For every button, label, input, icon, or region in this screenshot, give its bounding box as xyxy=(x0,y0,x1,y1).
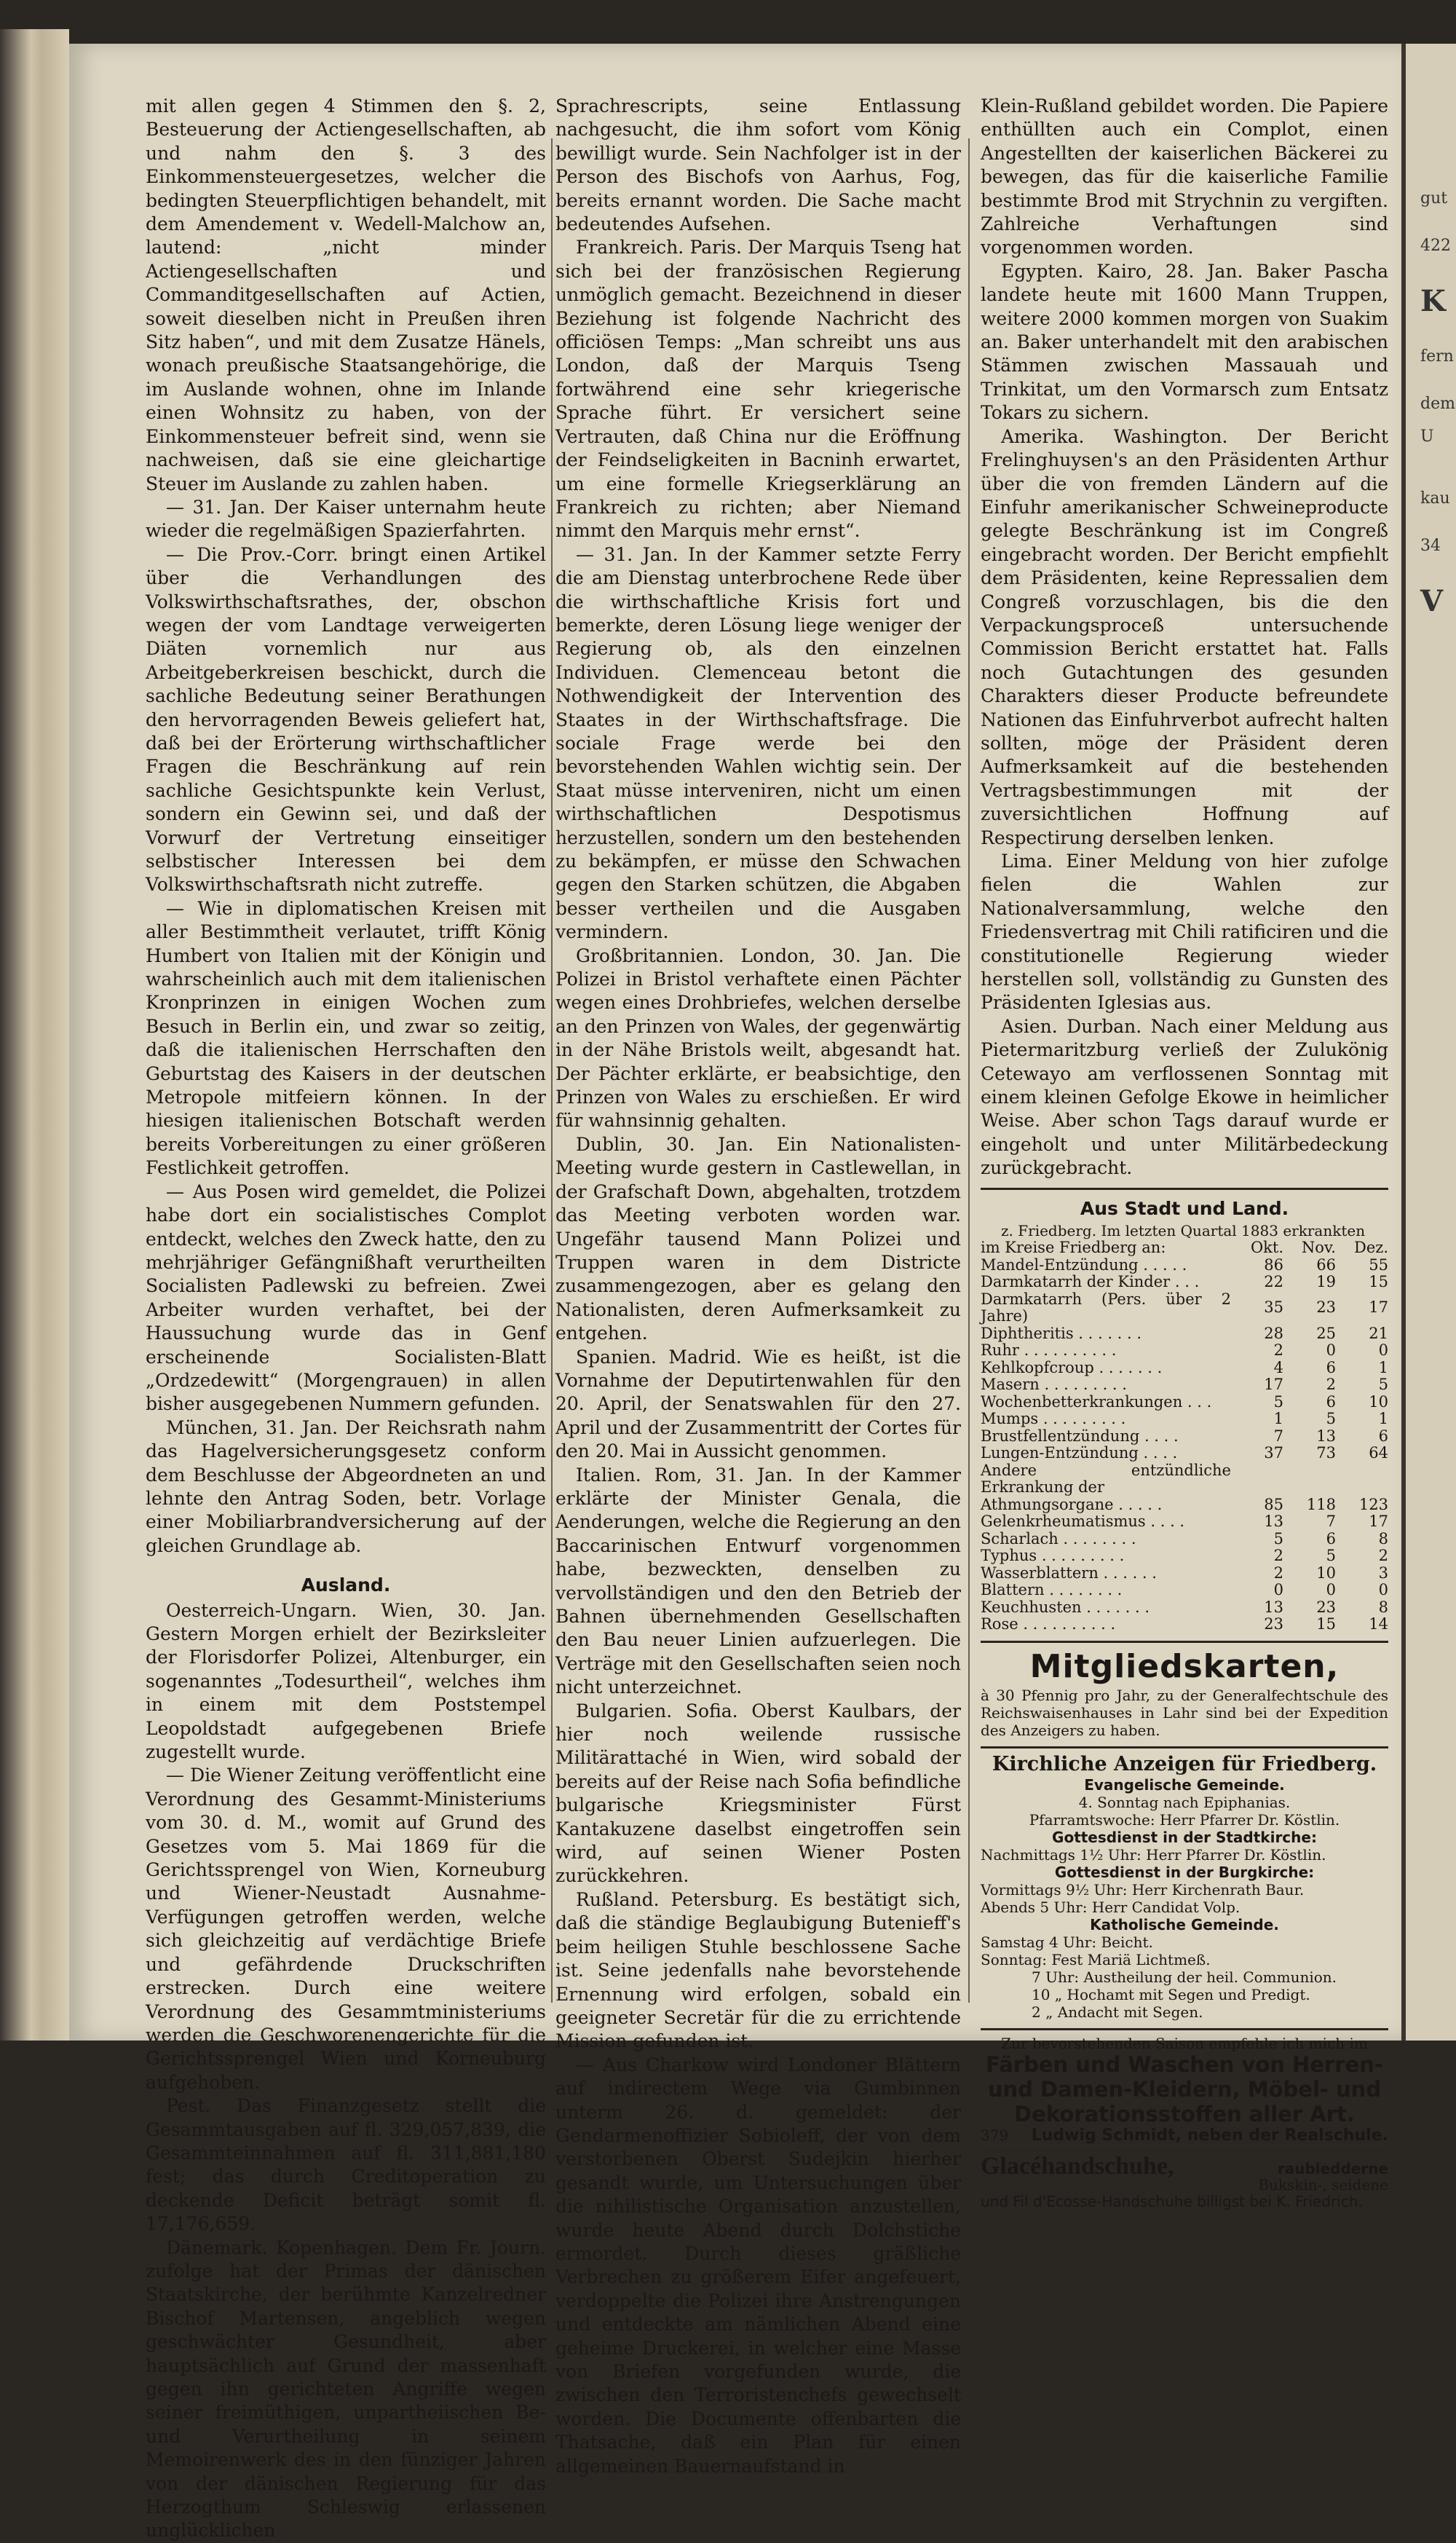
table-header-cell: Nov. xyxy=(1301,1239,1336,1257)
table-row xyxy=(981,1411,1388,1428)
article-paragraph: Egypten. Kairo, 28. Jan. Baker Pascha landete heute mit 1600 Mann Truppen, weitere 2000 kommen morgen von Suakim an. Baker unterhandelt mit den arabischen Stämmen zwischen Massauah und Trinkitat, um den Vormarsch zum Entsatz Tokars zu sichern. xyxy=(981,260,1388,424)
kirche-line: Samstag 4 Uhr: Beicht. xyxy=(981,1933,1153,1951)
ad-intro: Zur bevorstehenden Saison empfehle ich mich im xyxy=(1001,2035,1368,2052)
section-heading-ausland: Ausland. xyxy=(301,1574,391,1596)
table-header-cell: Okt. xyxy=(1250,1239,1283,1257)
table-cell: 123 xyxy=(1358,1495,1388,1513)
table-cell: 23 xyxy=(1316,1598,1336,1616)
kirche-line: 10 „ Hochamt mit Segen und Predigt. xyxy=(1032,1986,1310,2003)
book-edge xyxy=(0,29,69,2041)
ad-signature: Ludwig Schmidt, neben der Realschule. xyxy=(1031,2126,1388,2145)
table-cell: 2 xyxy=(1273,1341,1283,1360)
article-paragraph: Dänemark. Kopenhagen. Dem Fr. Journ. zufolge hat der Primas der dänischen Staatskirche, der berühmte Kanzelredner Bischof Martensen, angeblich wegen geschwächter Gesundheit, aber hauptsächlich auf Grund der massenhaft gegen ihn gerichteten Angriffe wegen seiner freimüthigen, unpartheiischen Be- und Verurtheilung in seinem Memoirenwerk des in den fünziger Jahren von der dänischen Regierung für das Herzogthum Schleswig erlassenen unglücklichen xyxy=(146,2236,546,2542)
table-cell: 25 xyxy=(1316,1324,1336,1342)
ad-side-text: Bukskin-, seidene xyxy=(1258,2176,1388,2193)
column-2 xyxy=(555,95,961,2478)
table-cell: 5 xyxy=(1378,1376,1388,1394)
table-cell: 5 xyxy=(1273,1529,1283,1548)
next-page-text: dem xyxy=(1420,395,1455,413)
table-cell: 23 xyxy=(1264,1615,1283,1633)
table-cell: Wochenbetterkrankungen . . . xyxy=(981,1392,1212,1411)
table-cell: Kehlkopfcroup . . . . . . . xyxy=(981,1358,1163,1376)
ad-side-text: raubledderne xyxy=(1277,2160,1388,2177)
article-paragraph: mit allen gegen 4 Stimmen den §. 2, Besteuerung der Actiengesellschaften, ab und nahm den §. 3 des Einkommensteuergesetzes, welcher die bedingten Steuerpflichtigen behandelt, mit dem Amendement v. Wedell-Malchow an, lautend: „nicht minder Actiengesellschaften und Commanditgesellschaften auf Actien, soweit dieselben nicht in Preußen ihren Sitz haben“, und mit dem Zusatze Hänels, wonach preußische Staatsangehörige, die im Auslande wohnen, ohne im Inlande einen Wohnsitz zu haben, von der Einkommensteuer befreit sind, wenn sie nachweisen, daß sie eine gleichartige Steuer im Auslande zu zahlen haben. xyxy=(146,95,546,494)
table-cell: 19 xyxy=(1316,1273,1336,1291)
article-paragraph: — 31. Jan. Der Kaiser unternahm heute wieder die regelmäßigen Spazierfahrten. xyxy=(146,496,546,542)
next-page-text: kau xyxy=(1420,489,1450,508)
table-cell: 2 xyxy=(1378,1547,1388,1565)
table-cell: 1 xyxy=(1378,1410,1388,1428)
section-heading-stadt: Aus Stadt und Land. xyxy=(1080,1197,1289,1219)
table-cell: 6 xyxy=(1326,1358,1336,1376)
next-page-text: gut xyxy=(1420,189,1448,208)
table-row xyxy=(981,1376,1388,1394)
table-row xyxy=(981,1257,1388,1274)
kirche-line: 7 Uhr: Austheilung der heil. Communion. xyxy=(1032,1968,1337,1986)
table-cell: Lungen-Entzündung . . . . xyxy=(981,1444,1178,1462)
table-cell xyxy=(1231,1462,1283,1497)
table-cell: 37 xyxy=(1264,1444,1283,1462)
table-cell: 6 xyxy=(1326,1392,1336,1411)
ad-line: und Damen-Kleidern, Möbel- und xyxy=(987,2077,1382,2102)
table-cell: 17 xyxy=(1264,1376,1283,1394)
table-row xyxy=(981,1394,1388,1411)
table-cell: 10 xyxy=(1316,1564,1336,1582)
table-header-cell: Dez. xyxy=(1353,1239,1388,1257)
divider xyxy=(981,1746,1388,1748)
article-paragraph: Spanien. Madrid. Wie es heißt, ist die Vornahme der Deputirtenwahlen für den 20. April, der Senatswahlen für den 27. April und der Zusammentritt der Cortes für den 20. Mai in Aussicht genommen. xyxy=(555,1346,961,1462)
kirche-line: Pfarramtswoche: Herr Pfarrer Dr. Köstlin. xyxy=(1029,1811,1340,1829)
table-row xyxy=(981,1462,1388,1497)
kirche-subhead: Gottesdienst in der Stadtkirche: xyxy=(1052,1829,1317,1846)
kirche-title: Kirchliche Anzeigen für Friedberg. xyxy=(992,1752,1377,1775)
table-cell: Diphtheritis . . . . . . . xyxy=(981,1324,1142,1342)
table-cell: 21 xyxy=(1369,1324,1388,1342)
table-cell: 118 xyxy=(1306,1495,1336,1513)
table-cell: Gelenkrheumatismus . . . . xyxy=(981,1513,1185,1531)
table-cell xyxy=(1283,1462,1336,1497)
divider xyxy=(981,2150,1388,2152)
next-page-text: 34 xyxy=(1420,537,1441,555)
table-cell: 2 xyxy=(1273,1564,1283,1582)
table-row xyxy=(981,1360,1388,1377)
article-paragraph: Pest. Das Finanzgesetz stellt die Gesammtausgaben auf fl. 329,057,839, die Gesammteinnahmen auf fl. 311,881,180 fest; das durch Creditoperation zu deckende Deficit beträgt somit fl. 17,176,659. xyxy=(146,2095,546,2235)
column-rule xyxy=(551,138,553,2003)
article-paragraph: Dublin, 30. Jan. Ein Nationalisten-Meeting wurde gestern in Castlewellan, in der Grafschaft Down, abgehalten, trotzdem das Meeting verboten worden war. Ungefähr tausend Mann Polizei und Truppen waren in dem Districte zusammengezogen, aber es gelang den Nationalisten, deren Aufmerksamkeit zu entgehen. xyxy=(555,1133,961,1344)
table-row xyxy=(981,1531,1388,1548)
table-cell: 14 xyxy=(1369,1615,1388,1633)
table-cell: 13 xyxy=(1264,1598,1283,1616)
table-cell: Scharlach . . . . . . . . xyxy=(981,1529,1136,1548)
table-cell: 6 xyxy=(1326,1529,1336,1548)
table-cell: Typhus . . . . . . . . . xyxy=(981,1547,1125,1565)
table-cell: 8 xyxy=(1378,1598,1388,1616)
column-rule xyxy=(968,138,970,2003)
ad-text: und Fil d'Ecosse-Handschuhe billigst bei K. Friedrich. xyxy=(981,2193,1363,2210)
divider xyxy=(981,1188,1388,1190)
disease-table xyxy=(981,1239,1388,1633)
table-cell: Masern . . . . . . . . . xyxy=(981,1376,1127,1394)
article-paragraph: Asien. Durban. Nach einer Meldung aus Pietermaritzburg verließ der Zulukönig Cetewayo am verflossenen Sonntag mit einem kleinen Gefolge Ekowe in heimlicher Weise. Aber schon Tags darauf wurde er eingeholt und unter Militärbedeckung zurückgebracht. xyxy=(981,1015,1388,1179)
table-cell: 0 xyxy=(1378,1581,1388,1599)
table-cell: 5 xyxy=(1326,1547,1336,1565)
article-paragraph: — Die Wiener Zeitung veröffentlicht eine Verordnung des Gesammt-Ministeriums vom 30. d. M., womit auf Grund des Gesetzes vom 5. Mai 1869 für die Gerichtssprengel von Wien, Korneuburg und Wiener-Neustadt Ausnahme-Verfügungen getroffen werden, welche sich gleichzeitig auf verdächtige Briefe und gefährdende Druckschriften erstrecken. Durch eine weitere Verordnung des Gesammtministeriums werden die Geschworenengerichte für die Gerichtssprengel Wien und Korneuburg aufgehoben. xyxy=(146,1765,546,2093)
next-page-text: K xyxy=(1420,284,1446,318)
table-cell: 0 xyxy=(1378,1341,1388,1360)
table-cell: 10 xyxy=(1369,1392,1388,1411)
kirche-line: 2 „ Andacht mit Segen. xyxy=(1032,2003,1203,2021)
table-cell: 23 xyxy=(1316,1298,1336,1317)
table-cell: 66 xyxy=(1316,1255,1336,1274)
stats-intro: z. Friedberg. Im letzten Quartal 1883 erkrankten xyxy=(1001,1222,1366,1240)
table-cell: 15 xyxy=(1316,1615,1336,1633)
article-paragraph: — Wie in diplomatischen Kreisen mit aller Bestimmtheit verlautet, trifft König Humbert von Italien mit der Königin und wahrscheinlich auch mit dem italienischen Kronprinzen in einigen Wochen zum Besuch in Berlin ein, und zwar so zeitig, daß die italienischen Herrschaften den Geburtstag des Kaisers in der deutschen Metropole mitfeiern können. In der hiesigen italienischen Botschaft werden bereits Vorbereitungen zu einer größeren Festlichkeit getroffen. xyxy=(146,897,546,1179)
table-row xyxy=(981,1616,1388,1633)
table-cell: 5 xyxy=(1326,1410,1336,1428)
next-page-text: U xyxy=(1420,427,1434,446)
table-row xyxy=(981,1291,1388,1325)
table-cell: Mumps . . . . . . . . . xyxy=(981,1410,1126,1428)
table-cell: Darmkatarrh der Kinder . . . xyxy=(981,1273,1200,1291)
ad-line: Dekorationsstoffen aller Art. xyxy=(1014,2102,1355,2126)
article-paragraph: Sprachrescripts, seine Entlassung nachgesucht, die ihm sofort vom König bewilligt wurde. Sein Nachfolger ist in der Person des Bischofs von Aarhus, Fog, bereits ernannt worden. Die Sache macht bedeutendes Aufsehen. xyxy=(555,95,961,235)
table-cell: 86 xyxy=(1264,1255,1283,1274)
table-cell: Wasserblattern . . . . . . xyxy=(981,1564,1157,1582)
table-row xyxy=(981,1274,1388,1291)
next-page-text: fern xyxy=(1420,347,1454,366)
kirche-kath: Katholische Gemeinde. xyxy=(1090,1916,1279,1933)
article-paragraph: Rußland. Petersburg. Es bestätigt sich, daß die ständige Beglaubigung Butenieff's beim heiligen Stuhle beschlossene Sache ist. Seine jedenfalls nahe bevorstehende Ernennung wird erfolgen, sobald ein geeigneter Secretär für die zu errichtende Mission gefunden ist. xyxy=(555,1888,961,2052)
kirche-subhead: Gottesdienst in der Burgkirche: xyxy=(1054,1864,1315,1881)
table-row xyxy=(981,1582,1388,1599)
table-cell: im Kreise Friedberg an: xyxy=(981,1239,1166,1257)
ad-number: 379 xyxy=(981,2126,1009,2144)
table-cell: 73 xyxy=(1316,1444,1336,1462)
table-cell: 1 xyxy=(1378,1358,1388,1376)
kirche-line: Abends 5 Uhr: Herr Candidat Volp. xyxy=(981,1899,1241,1916)
article-paragraph: Klein-Rußland gebildet worden. Die Papiere enthüllten auch ein Complot, einen Angestellten der kaiserlichen Bäckerei zu bewegen, das für die kaiserliche Familie bestimmte Brod mit Strychnin zu vergiften. Zahlreiche Verhaftungen sind vorgenommen worden. xyxy=(981,95,1388,259)
kirche-line: Vormittags 9½ Uhr: Herr Kirchenrath Baur. xyxy=(981,1881,1305,1899)
table-cell: 7 xyxy=(1326,1513,1336,1531)
table-cell: Keuchhusten . . . . . . . xyxy=(981,1598,1150,1616)
table-cell: 85 xyxy=(1264,1495,1283,1513)
table-cell xyxy=(1336,1462,1388,1497)
article-paragraph: Amerika. Washington. Der Bericht Frelinghuysen's an den Präsidenten Arthur über die von fremden Ländern auf die Einfuhr amerikanischer Schweineproducte gelegte Beschränkung ist im Congreß eingebracht worden. Der Bericht empfiehlt dem Präsidenten, keine Repressalien dem Congreß vorzuschlagen, bis die den Verpackungsproceß untersuchende Commission Bericht erstattet hat. Falls noch Gutachtungen des gesunden Charakters dieser Producte befreundete Nationen das Einfuhrverbot aufrecht halten sollten, möge der Präsident deren Aufmerksamkeit auf die bestehenden Vertragsbestimmungen mit der zuversichtlichen Hoffnung auf Respectirung derselben lenken. xyxy=(981,425,1388,848)
table-cell: 4 xyxy=(1273,1358,1283,1376)
table-cell: 15 xyxy=(1369,1273,1388,1291)
table-cell: 17 xyxy=(1369,1298,1388,1317)
column-3 xyxy=(981,95,1388,2210)
kirche-line: Sonntag: Fest Mariä Lichtmeß. xyxy=(981,1951,1211,1968)
table-row xyxy=(981,1342,1388,1360)
table-row xyxy=(981,1325,1388,1343)
table-cell: 17 xyxy=(1369,1513,1388,1531)
table-row xyxy=(981,1513,1388,1531)
column-1 xyxy=(146,95,546,2543)
table-cell: 13 xyxy=(1316,1427,1336,1445)
next-page-edge xyxy=(1401,44,1456,2041)
table-cell: 3 xyxy=(1378,1564,1388,1582)
divider xyxy=(981,1641,1388,1643)
article-paragraph: Lima. Einer Meldung von hier zufolge fielen die Wahlen zur Nationalversammlung, welche den Friedensvertrag mit Chili ratificiren und die constitutionelle Regierung wieder herstellen soll, vollständig zu Gunsten des Präsidenten Iglesias aus. xyxy=(981,851,1388,1014)
kirche-ev: Evangelische Gemeinde. xyxy=(1084,1776,1285,1794)
table-cell: 8 xyxy=(1378,1529,1388,1548)
kirche-line: 4. Sonntag nach Epiphanias. xyxy=(1078,1794,1291,1811)
next-page-text: V xyxy=(1420,584,1444,618)
mitgliedskarten-title: Mitgliedskarten, xyxy=(1029,1647,1340,1685)
table-cell: 55 xyxy=(1369,1255,1388,1274)
table-row xyxy=(981,1565,1388,1582)
table-cell: Mandel-Entzündung . . . . . xyxy=(981,1255,1187,1274)
table-cell: Ruhr . . . . . . . . . . xyxy=(981,1341,1117,1360)
article-paragraph: Bulgarien. Sofia. Oberst Kaulbars, der hier noch weilende russische Militärattaché in Wien, wird sobald der bereits auf der Reise nach Sofia befindliche bulgarische Kriegsminister Fürst Kantakuzene daselbst eingetroffen sein wird, auf seinen Wiener Posten zurückkehren. xyxy=(555,1700,961,1887)
table-cell: Darmkatarrh (Pers. über 2 Jahre) xyxy=(981,1290,1231,1325)
ad-line: Färben und Waschen von Herren- xyxy=(986,2052,1383,2077)
table-cell: Brustfellentzündung . . . . xyxy=(981,1427,1179,1445)
divider xyxy=(981,2028,1388,2030)
table-row xyxy=(981,1548,1388,1565)
table-row xyxy=(981,1497,1388,1514)
article-paragraph: — Die Prov.-Corr. bringt einen Artikel über die Verhandlungen des Volkswirthschaftsrathes, der, obschon wegen der vom Landtage verweigerten Diäten vornemlich nur aus Arbeitgeberkreisen beschickt, durch die sachliche Bedeutung seiner Berathungen den hervorragenden Beweis geliefert hat, daß bei der Erörterung wirthschaftlicher Fragen die Beschränkung auf rein sachliche Gesichtspunkte kein Verlust, sondern ein Gewinn sei, und daß der Vorwurf der Vertretung einseitiger selbstischer Interessen bei dem Volkswirthschaftsrath nicht zutreffe. xyxy=(146,543,546,896)
table-cell: 7 xyxy=(1273,1427,1283,1445)
table-cell: 28 xyxy=(1264,1324,1283,1342)
next-page-text: 422 xyxy=(1420,237,1451,255)
table-cell: Athmungsorgane . . . . . xyxy=(981,1495,1163,1513)
table-row xyxy=(981,1599,1388,1617)
article-paragraph: Italien. Rom, 31. Jan. In der Kammer erklärte der Minister Genala, die Aenderungen, welche die Regierung an den Baccarinischen Entwurf vorgenommen habe, bezweckten, denselben zu vervollständigen und den den Betrieb der Bahnen übernehmenden Gesellschaften den Bau neuer Linien aufzuerlegen. Die Verträge mit den Gesellschaften seien noch nicht unterzeichnet. xyxy=(555,1464,961,1698)
table-cell: 22 xyxy=(1264,1273,1283,1291)
table-row xyxy=(981,1428,1388,1446)
table-cell: 35 xyxy=(1264,1298,1283,1317)
kirche-line: Nachmittags 1½ Uhr: Herr Pfarrer Dr. Köstlin. xyxy=(981,1846,1326,1864)
article-paragraph: — Aus Charkow wird Londoner Blättern auf indirectem Wege via Gumbinnen unterm 26. d. gemeldet: der Gendarmenoffizier Sobioleff, der von dem verstorbenen Oberst Sudejkin hierher gesandt wurde, um Untersuchungen über die nihilistische Organisation anzustellen, wurde heute Abend durch Dolchstiche ermordet. Durch dieses gräßliche Verbrechen zu größerem Eifer angefeuert, verdoppelte die Polizei ihre Anstrengungen und entdeckte am nämlichen Abend eine geheime Druckerei, in welcher eine Masse von Briefen vorgefunden wurde, die zwischen den Terroristenchefs gewechselt worden. Die Documente offenbarten die Thatsache, daß ein Plan für einen allgemeinen Bauernaufstand in xyxy=(555,2054,961,2477)
table-cell: 1 xyxy=(1273,1410,1283,1428)
article-paragraph: — 31. Jan. In der Kammer setzte Ferry die am Dienstag unterbrochene Rede über die wirthschaftliche Krisis fort und bemerkte, deren Lösung liege weniger der Regierung ob, als den einzelnen Individuen. Clemenceau betont die Nothwendigkeit der Intervention des Staates in der Wirthschaftsfrage. Die sociale Frage werde bei den bevorstehenden Wahlen wichtig sein. Der Staat müsse interveniren, nicht um einen wirthschaftlichen Despotismus herzustellen, sondern um den bestehenden zu bekämpfen, er müsse den Schwachen gegen den Starken schützen, die Abgaben besser vertheilen und die Ausgaben vermindern. xyxy=(555,543,961,943)
table-row xyxy=(981,1445,1388,1462)
article-paragraph: — Aus Posen wird gemeldet, die Polizei habe dort ein socialistisches Complot entdeckt, welches den Zweck hatte, den zu mehrjähriger Gefängnißhaft verurtheilten Socialisten Padlewski zu befreien. Zwei Arbeiter wurden verhaftet, bei der Haussuchung wurde das in Genf erscheinende Socialisten-Blatt „Ordzedewitt“ (Morgengrauen) in allen bisher ausgegebenen Nummern gefunden. xyxy=(146,1180,546,1415)
table-cell: Andere entzündliche Erkrankung der xyxy=(981,1461,1231,1497)
article-paragraph: München, 31. Jan. Der Reichsrath nahm das Hagelversicherungsgesetz conform dem Beschlusse der Abgeordneten an und lehnte den Antrag Soden, betr. Vorlage einer Mobiliarbrandversicherung auf der gleichen Grundlage ab. xyxy=(146,1416,546,1556)
table-header-row xyxy=(981,1239,1388,1257)
table-cell: 5 xyxy=(1273,1392,1283,1411)
table-cell: 2 xyxy=(1326,1376,1336,1394)
ad-glacehandschuhe: Glacéhandschuhe, xyxy=(981,2153,1174,2180)
article-paragraph: Oesterreich-Ungarn. Wien, 30. Jan. Gestern Morgen erhielt der Bezirksleiter der Florisdorfer Polizei, Altenburger, ein sogenanntes „Todesurtheil“, welches ihm in einem mit dem Poststempel Leopoldstadt aufgegebenen Briefe zugestellt wurde. xyxy=(146,1599,546,1763)
table-cell: 0 xyxy=(1326,1341,1336,1360)
table-cell: Rose . . . . . . . . . . xyxy=(981,1615,1116,1633)
table-cell: 2 xyxy=(1273,1547,1283,1565)
table-cell: 0 xyxy=(1326,1581,1336,1599)
article-paragraph: Großbritannien. London, 30. Jan. Die Polizei in Bristol verhaftete einen Pächter wegen eines Drohbriefes, welchen derselbe an den Prinzen von Wales, der gegenwärtig in der Nähe Bristols weilt, abgesandt hat. Der Pächter erklärte, er beabsichtige, den Prinzen von Wales zu erschießen. Er wird für wahnsinnig gehalten. xyxy=(555,945,961,1132)
article-paragraph: Frankreich. Paris. Der Marquis Tseng hat sich bei der französischen Regierung unmöglich gemacht. Bezeichnend in dieser Beziehung ist folgende Nachricht des officiösen Temps: „Man schreibt uns aus London, daß der Marquis Tseng fortwährend eine sehr kriegerische Sprache führt. Er versichert seine Vertrauten, daß China nur die Eröffnung der Feindseligkeiten in Bacninh erwartet, um eine formelle Kriegserklärung an Frankreich zu richten; aber Niemand nimmt den Marquis mehr ernst“. xyxy=(555,237,961,542)
table-cell: Blattern . . . . . . . . xyxy=(981,1581,1123,1599)
mitgliedskarten-text: à 30 Pfennig pro Jahr, zu der Generalfechtschule des Reichswaisenhauses in Lahr sind bei der Expedition des Anzeigers zu haben. xyxy=(981,1686,1388,1739)
table-cell: 13 xyxy=(1264,1513,1283,1531)
table-cell: 6 xyxy=(1378,1427,1388,1445)
table-cell: 64 xyxy=(1369,1444,1388,1462)
table-cell: 0 xyxy=(1273,1581,1283,1599)
